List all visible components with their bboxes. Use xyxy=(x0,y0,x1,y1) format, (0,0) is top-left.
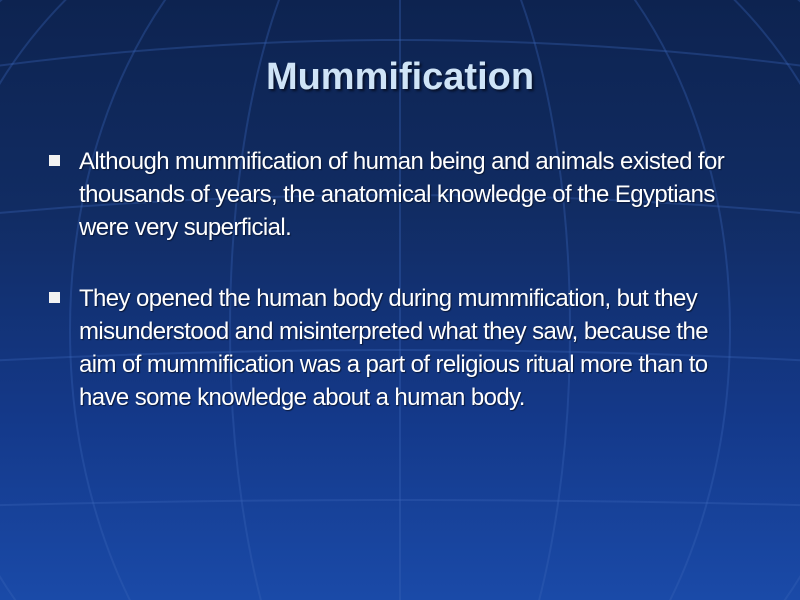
square-bullet-icon xyxy=(49,155,60,166)
square-bullet-icon xyxy=(49,292,60,303)
bullet-item xyxy=(44,282,744,414)
slide-title: Mummification xyxy=(265,56,535,98)
bullet-text: They opened the human body during mummification, but they misunderstood and misinterpreted what they saw, because the aim of mummification was a part of religious ritual more than to have some knowledge about a human body. xyxy=(79,285,708,411)
bullet-text: Although mummification of human being and animals existed for thousands of years, the anatomical knowledge of the Egyptians were very superficial. xyxy=(79,148,725,241)
bullet-list xyxy=(44,145,744,452)
bullet-item xyxy=(44,145,744,244)
